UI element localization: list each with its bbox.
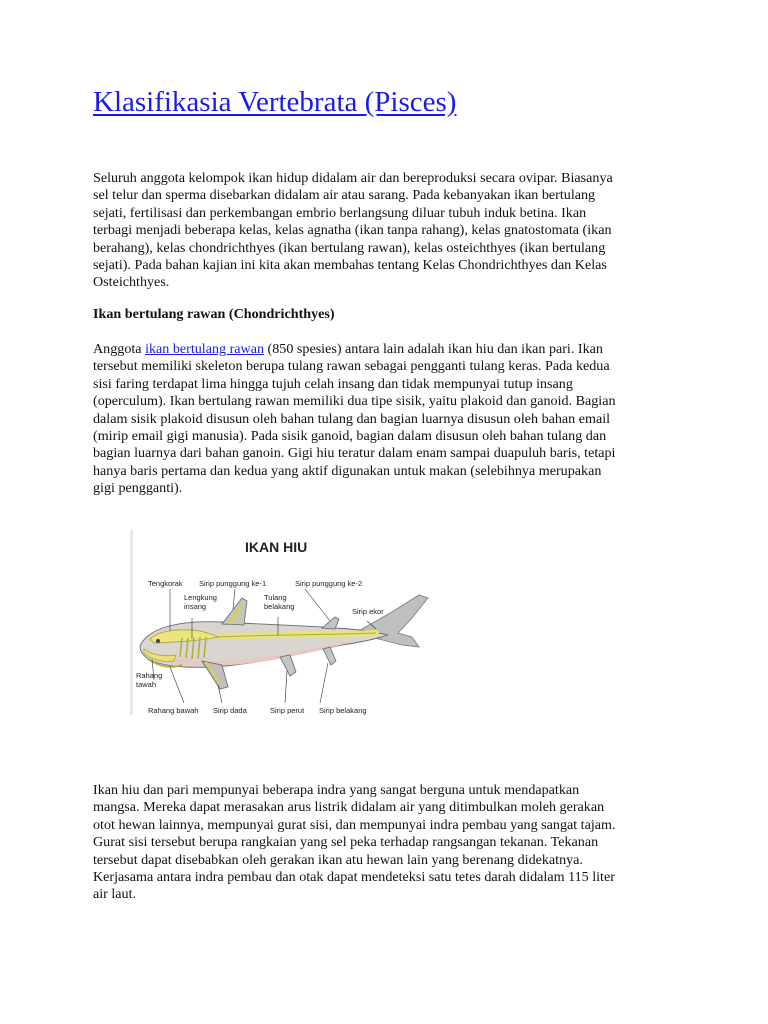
text-line: Ikan hiu dan pari mempunyai beberapa indra yang sangat berguna untuk mendapatkan xyxy=(93,782,580,798)
text-line: air laut. xyxy=(93,886,137,903)
text-line: Osteichthyes. xyxy=(93,274,170,291)
text-before-link: Anggota xyxy=(93,341,146,357)
text-line: mangsa. Mereka dapat merasakan arus listrik didalam air yang ditimbulkan moleh gerakan xyxy=(93,799,605,816)
text-line: sejati). Pada bahan kajian ini kita akan membahas tentang Kelas Chondrichthyes dan Kelas xyxy=(93,257,607,274)
scan-edge xyxy=(130,530,133,715)
text-line: Gurat sisi tersebut berupa rangkaian yang sel peka terhadap rangsangan tekanan. Tekanan xyxy=(93,834,599,851)
label-rahang: Rahang xyxy=(136,671,163,680)
label-tawah: tawah xyxy=(136,680,157,689)
label-sirip-dada: Sirip dada xyxy=(213,706,247,715)
text-line: Kerjasama antara indra pembau dan otak dapat mendeteksi satu tetes darah didalam 115 liter xyxy=(93,869,615,886)
text-line: sisi faring terdapat lima hingga tujuh celah insang dan tidak mempunyai tutup insang xyxy=(93,375,573,392)
text-line: bagian luarnya dari bahan ganoin. Gigi hiu teratur dalam enam sampai duapuluh baris, tetapi xyxy=(93,445,616,462)
text-line: sel telur dan sperma disebarkan didalam air atau sarang. Pada kebanyakan ikan bertulang xyxy=(93,187,596,204)
figure-title: IKAN HIU xyxy=(245,539,308,555)
label-sirip-ekor: Sirip ekor xyxy=(352,607,384,616)
closing-paragraph xyxy=(93,782,683,904)
text-line: gigi pengganti). xyxy=(93,480,183,497)
text-line: berahang), kelas chondrichthyes (ikan bertulang rawan), kelas osteichthyes (ikan bertulang xyxy=(93,239,606,256)
label-sirip-punggung-1: Sirip punggung ke-1 xyxy=(199,579,267,588)
text-line: tersebut dapat disebabkan oleh gerakan ikan atu hewan lain yang berenang didekatnya. xyxy=(93,851,583,868)
label-rahang-bawah: Rahang bawah xyxy=(148,706,199,715)
text-line: (mirip email gigi manusia). Pada sisik ganoid, bagian dalam disusun oleh bahan tulang dan xyxy=(93,428,607,445)
label-tulang: Tulang xyxy=(264,593,287,602)
label-lengkung: Lengkung xyxy=(184,593,217,602)
text-line: sejati, fertilisasi dan perkembangan embrio berlangsung diluar tubuh induk betina. Ikan xyxy=(93,204,587,221)
text-line: Seluruh anggota kelompok ikan hidup didalam air dan bereproduksi secara ovipar. Biasanya xyxy=(93,170,613,186)
shark-anatomy-figure xyxy=(130,525,460,730)
eye-dot xyxy=(156,639,160,643)
text-line: dalam sisik plakoid disusun oleh bahan tulang dan bagian luarnya disusun oleh bahan email xyxy=(93,410,611,427)
intro-paragraph xyxy=(93,170,683,292)
text-line: tersebut memiliki skeleton berupa tulang rawan sebagai pengganti tulang keras. Pada kedua xyxy=(93,358,610,375)
label-tengkorak: Tengkorak xyxy=(148,579,183,588)
text-line: otot hewan lainnya, mempunyai gurat sisi, dan mempunyai indra pembau yang sangat tajam. xyxy=(93,816,616,833)
ikan-bertulang-rawan-link[interactable]: ikan bertulang rawan xyxy=(145,341,265,357)
label-sirip-perut: Sirip perut xyxy=(270,706,305,715)
label-sirip-belakang: Sirip belakang xyxy=(319,706,367,715)
text-line: (operculum). Ikan bertulang rawan memiliki dua tipe sisik, yaitu plakoid dan ganoid. Bagian xyxy=(93,393,616,410)
shark-diagram xyxy=(130,525,460,730)
label-insang: insang xyxy=(184,602,207,611)
label-belakang: belakang xyxy=(264,602,295,611)
text-line: hanya baris pertama dan kedua yang aktif digunakan untuk makan (selebihnya merupakan xyxy=(93,462,602,479)
text-line xyxy=(93,341,683,358)
text-line: terbagi menjadi beberapa kelas, kelas agnatha (ikan tanpa rahang), kelas gnatostomata (ikan xyxy=(93,222,612,239)
page-title[interactable]: Klasifikasia Vertebrata (Pisces) xyxy=(93,86,457,118)
section-heading: Ikan bertulang rawan (Chondrichthyes) xyxy=(93,306,335,322)
text-after-link: (850 spesies) antara lain adalah ikan hiu dan ikan pari. Ikan xyxy=(264,341,603,357)
section-paragraph xyxy=(93,341,683,498)
label-sirip-punggung-2: Sirip punggung ke-2 xyxy=(295,579,363,588)
